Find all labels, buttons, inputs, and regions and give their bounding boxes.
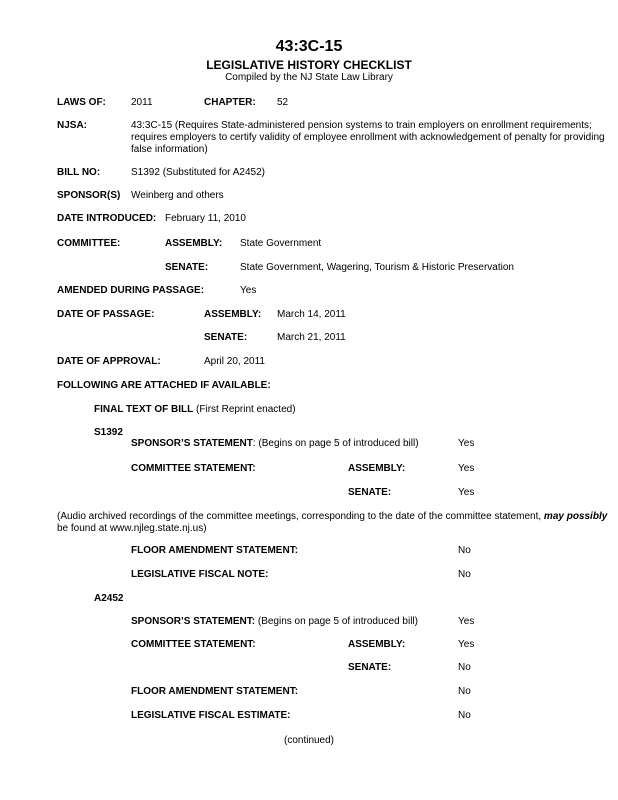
a2452-senate-label: SENATE:: [348, 662, 392, 673]
date-of-approval-value: April 20, 2011: [204, 356, 265, 367]
s1392-senate-value: Yes: [458, 487, 475, 498]
sponsors-value: Weinberg and others: [131, 190, 224, 201]
a2452-heading: A2452: [94, 593, 124, 604]
njsa-line-1: 43:3C-15 (Requires State-administered pension systems to train employers on enrollment requirements;: [131, 120, 592, 131]
passage-senate-label: SENATE:: [204, 332, 248, 343]
a2452-fiscal-label: LEGISLATIVE FISCAL ESTIMATE:: [131, 710, 291, 721]
passage-senate-value: March 21, 2011: [277, 332, 346, 343]
citation-title: 43:3C-15: [275, 38, 343, 55]
a2452-sponsor-note: (Begins on page 5 of introduced bill): [255, 616, 418, 627]
s1392-sponsor-value: Yes: [458, 438, 475, 449]
a2452-floor-value: No: [458, 686, 471, 697]
s1392-sponsor-note: : (Begins on page 5 of introduced bill): [252, 438, 419, 449]
a2452-committee-label: COMMITTEE STATEMENT:: [131, 639, 256, 650]
njsa-line-3: false information): [131, 144, 208, 155]
a2452-senate-value: No: [458, 662, 471, 673]
a2452-sponsor-statement: [131, 616, 418, 628]
bill-no-label: BILL NO:: [57, 167, 101, 178]
s1392-senate-label: SENATE:: [348, 487, 392, 498]
a2452-fiscal-value: No: [458, 710, 471, 721]
audio-note-text: (Audio archived recordings of the committee meetings, corresponding to the date of the committee statement,: [57, 511, 544, 522]
a2452-sponsor-value: Yes: [458, 616, 475, 627]
chapter-label: CHAPTER:: [204, 97, 256, 108]
date-introduced-value: February 11, 2010: [165, 213, 246, 224]
date-of-passage-label: DATE OF PASSAGE:: [57, 309, 155, 320]
final-text-label: FINAL TEXT OF BILL: [94, 404, 194, 415]
chapter-value: 52: [277, 97, 289, 108]
audio-note-emphasis: may possibly: [543, 511, 608, 522]
amended-value: Yes: [240, 285, 257, 296]
a2452-assembly-label: ASSEMBLY:: [348, 639, 406, 650]
laws-of-value: 2011: [131, 97, 153, 108]
amended-label: AMENDED DURING PASSAGE:: [57, 285, 205, 296]
s1392-fiscal-label: LEGISLATIVE FISCAL NOTE:: [131, 569, 269, 580]
audio-note-line-1: [57, 511, 607, 523]
s1392-heading: S1392: [94, 427, 123, 438]
committee-senate-value: State Government, Wagering, Tourism & Historic Preservation: [240, 262, 514, 273]
a2452-floor-label: FLOOR AMENDMENT STATEMENT:: [131, 686, 299, 697]
final-text-note: (First Reprint enacted): [193, 404, 296, 415]
date-of-approval-label: DATE OF APPROVAL:: [57, 356, 161, 367]
passage-assembly-label: ASSEMBLY:: [204, 309, 262, 320]
s1392-committee-label: COMMITTEE STATEMENT:: [131, 463, 256, 474]
s1392-floor-value: No: [458, 545, 471, 556]
s1392-floor-label: FLOOR AMENDMENT STATEMENT:: [131, 545, 299, 556]
njsa-line-2: requires employers to certify validity of employee enrollment with acknowledgement of penalty for providing: [131, 132, 605, 143]
attached-heading: FOLLOWING ARE ATTACHED IF AVAILABLE:: [57, 380, 271, 391]
passage-assembly-value: March 14, 2011: [277, 309, 346, 320]
a2452-assembly-value: Yes: [458, 639, 475, 650]
s1392-fiscal-value: No: [458, 569, 471, 580]
continued-note: (continued): [283, 735, 335, 746]
committee-assembly-label: ASSEMBLY:: [165, 238, 223, 249]
laws-of-label: LAWS OF:: [57, 97, 106, 108]
s1392-assembly-value: Yes: [458, 463, 475, 474]
committee-assembly-value: State Government: [240, 238, 322, 249]
s1392-assembly-label: ASSEMBLY:: [348, 463, 406, 474]
compiled-by: Compiled by the NJ State Law Library: [225, 72, 393, 83]
committee-senate-label: SENATE:: [165, 262, 209, 273]
njsa-label: NJSA:: [57, 120, 88, 131]
s1392-sponsor-statement: [131, 438, 419, 450]
committee-label: COMMITTEE:: [57, 238, 121, 249]
s1392-sponsor-label: SPONSOR’S STATEMENT: [131, 438, 253, 449]
checklist-title: LEGISLATIVE HISTORY CHECKLIST: [206, 58, 412, 72]
date-introduced-label: DATE INTRODUCED:: [57, 213, 157, 224]
final-text: [94, 404, 296, 416]
sponsors-label: SPONSOR(S): [57, 190, 121, 201]
audio-note-line-2[interactable]: be found at www.njleg.state.nj.us): [57, 523, 207, 534]
bill-no-value: S1392 (Substituted for A2452): [131, 167, 265, 178]
a2452-sponsor-label: SPONSOR’S STATEMENT:: [131, 616, 256, 627]
